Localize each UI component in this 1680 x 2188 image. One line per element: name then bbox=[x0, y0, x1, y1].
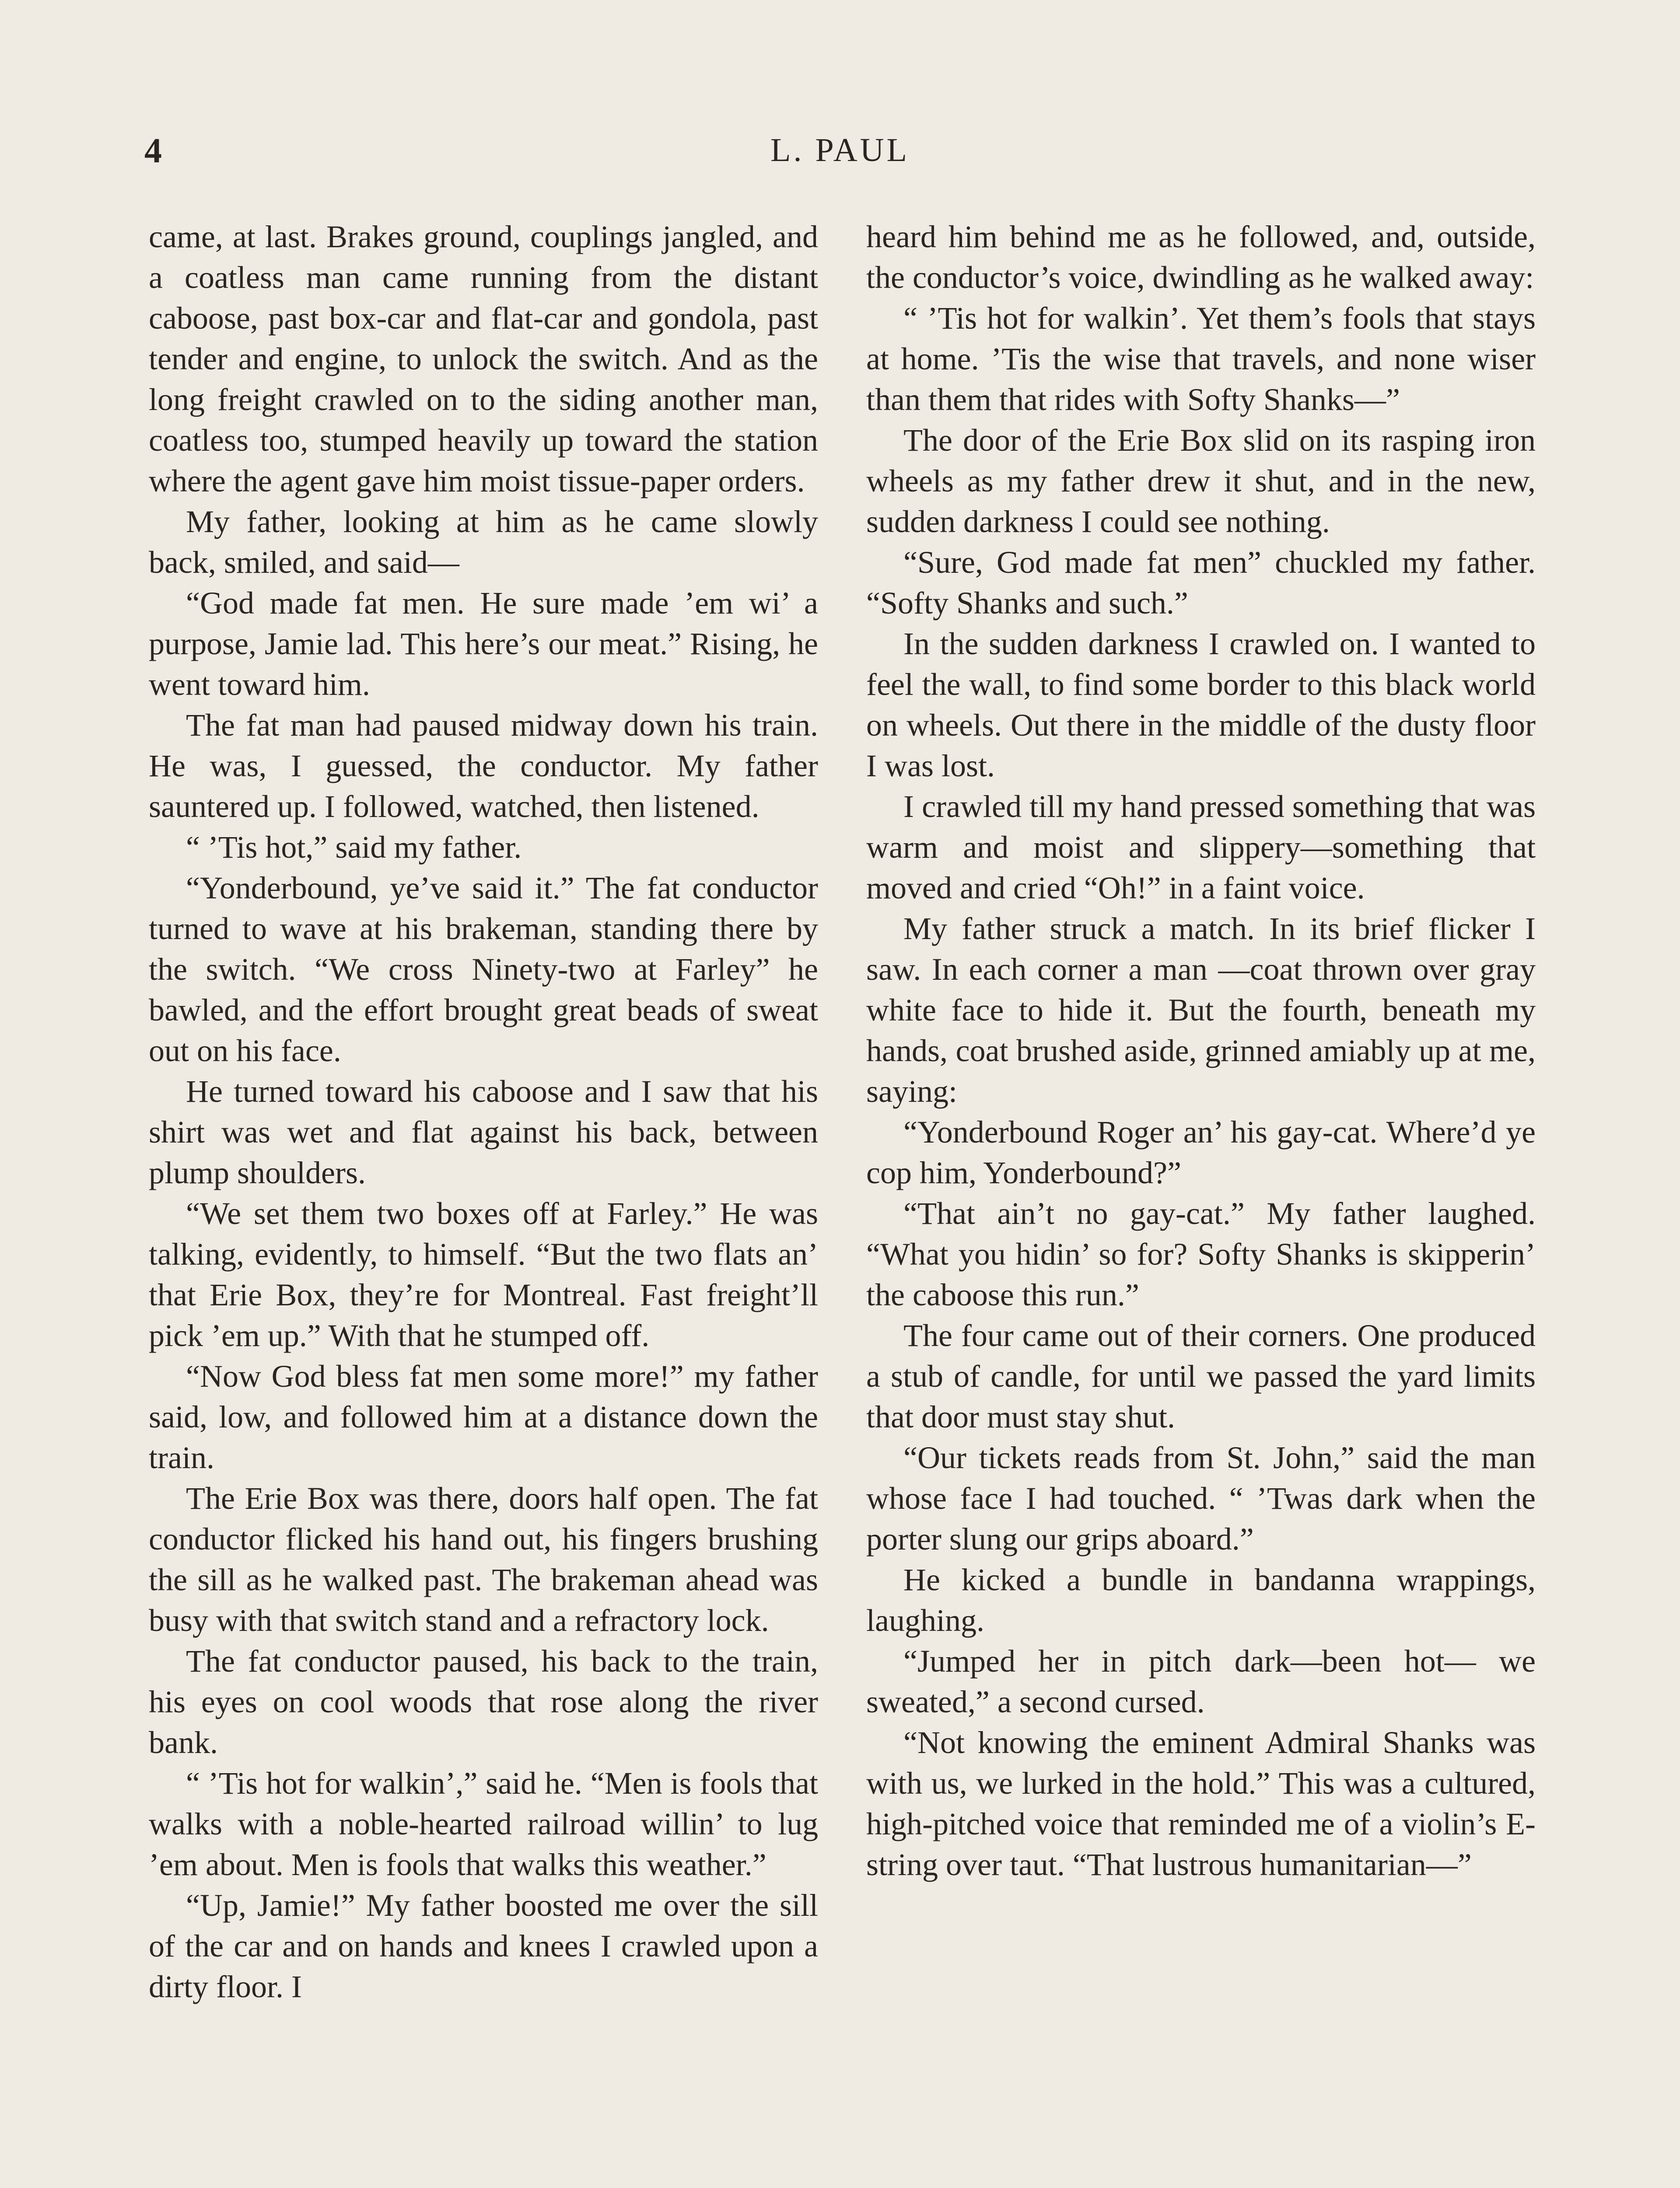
page-header bbox=[144, 131, 1536, 184]
paragraph: “That ain’t no gay-cat.” My father laughed. “What you hidin’ so for? Softy Shanks is skipperin’ the caboose this run.” bbox=[866, 1196, 1536, 1312]
paragraph: He turned toward his caboose and I saw that his shirt was wet and flat against his back, between plump shoulders. bbox=[149, 1074, 818, 1190]
paragraph: “ ’Tis hot,” said my father. bbox=[186, 830, 522, 865]
paragraph: The Erie Box was there, doors half open. The fat conductor flicked his hand out, his fingers brushing the sill as he walked past. The brakeman ahead was busy with that switch stand and a refractory lock. bbox=[149, 1481, 818, 1638]
text-columns bbox=[149, 217, 1536, 2188]
paragraph: The fat man had paused midway down his train. He was, I guessed, the conductor. My father sauntered up. I followed, watched, then listened. bbox=[149, 708, 818, 824]
paragraph: The fat conductor paused, his back to the train, his eyes on cool woods that rose along the river bank. bbox=[149, 1644, 818, 1760]
page-number: 4 bbox=[144, 132, 162, 170]
paragraph: heard him behind me as he followed, and, outside, the conductor’s voice, dwindling as he walked away: bbox=[866, 219, 1536, 295]
paragraph: “God made fat men. He sure made ’em wi’ a purpose, Jamie lad. This here’s our meat.” Rising, he went toward him. bbox=[149, 586, 818, 702]
paragraph: “Our tickets reads from St. John,” said the man whose face I had touched. “ ’Twas dark when the porter slung our grips aboard.” bbox=[866, 1440, 1536, 1557]
right-column bbox=[866, 217, 1536, 2188]
paragraph: came, at last. Brakes ground, couplings jangled, and a coatless man came running from the distant caboose, past box-car and flat-car and gondola, past tender and engine, to unlock the switch. And as the long freight crawled on to the siding another man, coatless too, stumped heavily up toward the station where the agent gave him moist tissue-paper orders. bbox=[149, 219, 818, 498]
paragraph: “ ’Tis hot for walkin’,” said he. “Men is fools that walks with a noble-hearted railroad willin’ to lug ’em about. Men is fools that walks this weather.” bbox=[149, 1766, 818, 1882]
paragraph: He kicked a bundle in bandanna wrappings, laughing. bbox=[866, 1562, 1536, 1638]
paragraph: I crawled till my hand pressed something that was warm and moist and slippery—something that moved and cried “Oh!” in a faint voice. bbox=[866, 789, 1536, 905]
paragraph: “ ’Tis hot for walkin’. Yet them’s fools that stays at home. ’Tis the wise that travels, and none wiser than them that rides with Softy Shanks—” bbox=[866, 301, 1536, 417]
paragraph: My father, looking at him as he came slowly back, smiled, and said— bbox=[149, 504, 818, 580]
paragraph: “Sure, God made fat men” chuckled my father. “Softy Shanks and such.” bbox=[866, 545, 1536, 621]
paragraph: “Now God bless fat men some more!” my father said, low, and followed him at a distance down the train. bbox=[149, 1359, 818, 1475]
paragraph: “Up, Jamie!” My father boosted me over the sill of the car and on hands and knees I crawled upon a dirty floor. I bbox=[149, 1888, 818, 2004]
left-column bbox=[149, 217, 818, 2188]
paragraph: “Jumped her in pitch dark—been hot— we sweated,” a second cursed. bbox=[866, 1644, 1536, 1719]
paragraph: The door of the Erie Box slid on its rasping iron wheels as my father drew it shut, and in the new, sudden darkness I could see nothing. bbox=[866, 423, 1536, 539]
paragraph: In the sudden darkness I crawled on. I wanted to feel the wall, to find some border to this black world on wheels. Out there in the middle of the dusty floor I was lost. bbox=[866, 626, 1536, 783]
paragraph: My father struck a match. In its brief flicker I saw. In each corner a man —coat thrown over gray white face to hide it. But the fourth, beneath my hands, coat brushed aside, grinned amiably up at me, saying: bbox=[866, 911, 1536, 1109]
paragraph: The four came out of their corners. One produced a stub of candle, for until we passed the yard limits that door must stay shut. bbox=[866, 1318, 1536, 1434]
running-head: L. PAUL bbox=[770, 132, 910, 168]
paragraph: “Yonderbound Roger an’ his gay-cat. Where’d ye cop him, Yonderbound?” bbox=[866, 1115, 1536, 1190]
paragraph: “Not knowing the eminent Admiral Shanks was with us, we lurked in the hold.” This was a cultured, high-pitched voice that reminded me of a violin’s E-string over taut. “That lustrous humanitarian—” bbox=[866, 1725, 1536, 1882]
paragraph: “Yonderbound, ye’ve said it.” The fat conductor turned to wave at his brakeman, standing there by the switch. “We cross Ninety-two at Farley” he bawled, and the effort brought great beads of sweat out on his face. bbox=[149, 870, 818, 1068]
paragraph: “We set them two boxes off at Farley.” He was talking, evidently, to himself. “But the two flats an’ that Erie Box, they’re for Montreal. Fast freight’ll pick ’em up.” With that he stumped off. bbox=[149, 1196, 818, 1353]
